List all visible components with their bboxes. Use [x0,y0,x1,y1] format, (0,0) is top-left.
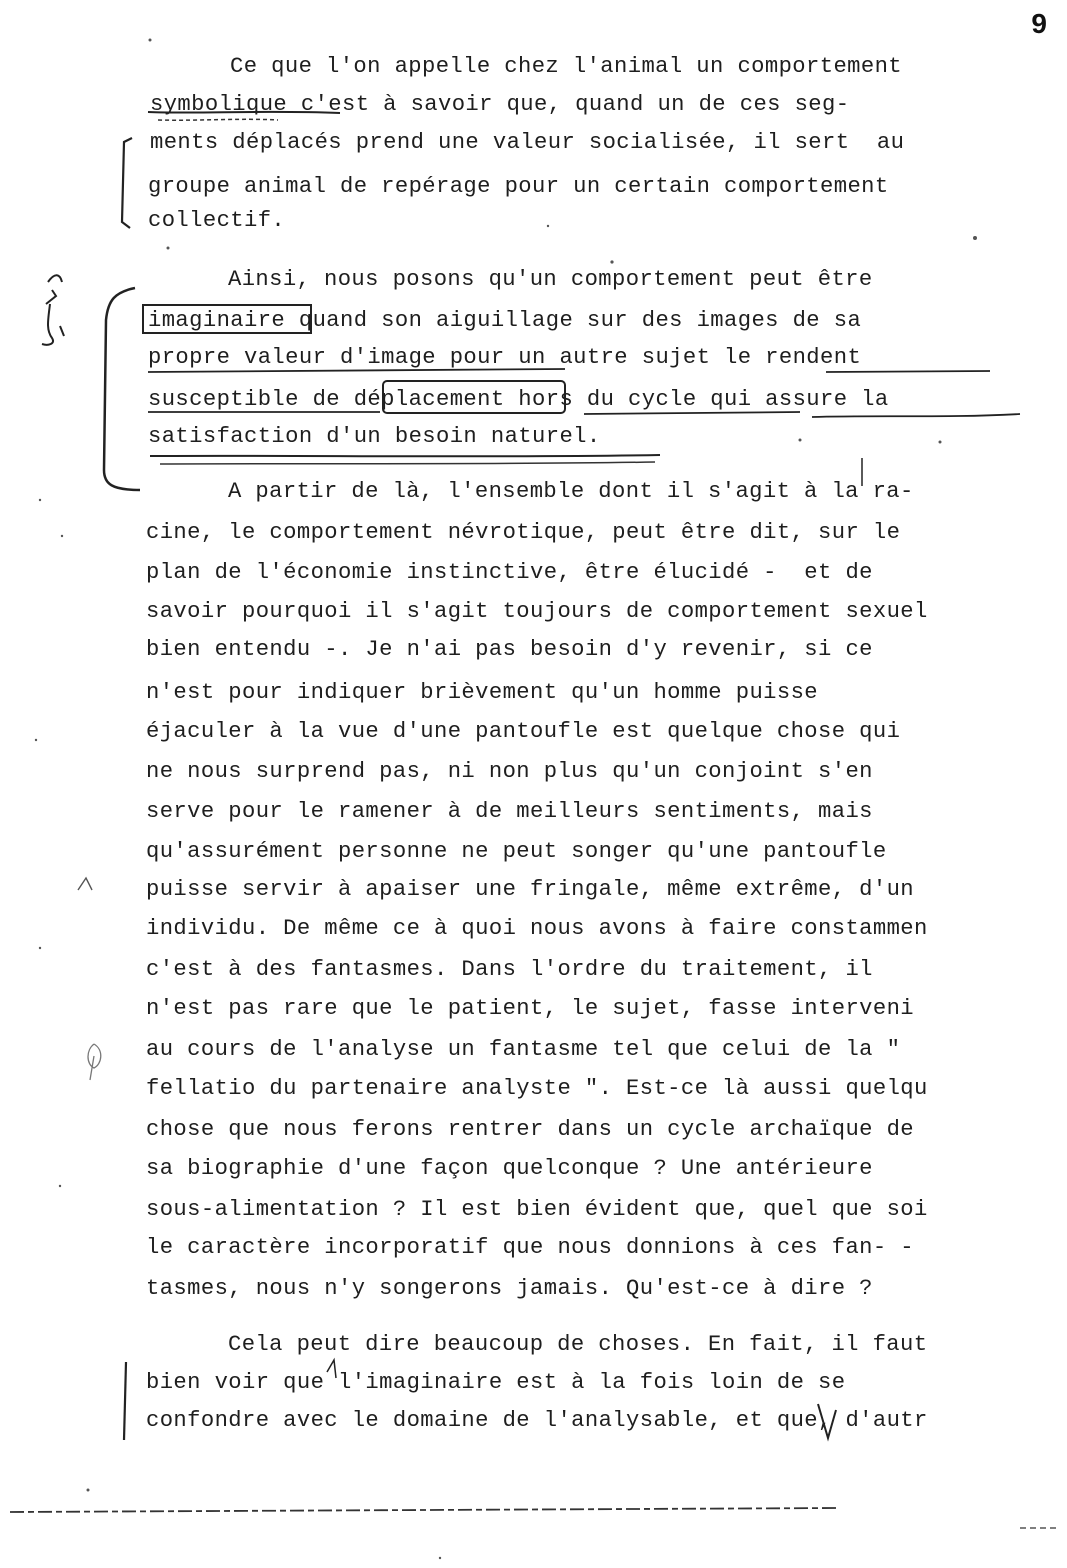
page-number: 9 [1031,8,1047,39]
text-line: bien entendu -. Je n'ai pas besoin d'y revenir, si ce [146,637,873,662]
text-line: A partir de là, l'ensemble dont il s'agit à la ra- [228,479,914,504]
text-line: confondre avec le domaine de l'analysable, et que, d'autr [146,1408,928,1433]
margin-bracket [104,288,140,490]
text-line: satisfaction d'un besoin naturel. [148,424,601,449]
text-line: imaginaire quand son aiguillage sur des images de sa [148,308,862,333]
underline-mark [160,462,655,464]
text-line: bien voir que l'imaginaire est à la fois loin de se [146,1370,846,1395]
underline-mark [150,455,660,456]
text-line: savoir pourquoi il s'agit toujours de comportement sexuel [146,599,928,624]
text-line: au cours de l'analyse un fantasme tel que celui de la " [146,1037,901,1062]
text-line: puisse servir à apaiser une fringale, même extrême, d'un [146,877,915,902]
text-line: tasmes, nous n'y songerons jamais. Qu'est-ce à dire ? [146,1276,873,1301]
text-line: sa biographie d'une façon quelconque ? Une antérieure [146,1156,873,1181]
text-line: n'est pas rare que le patient, le sujet, fasse interveni [146,996,915,1021]
text-line: qu'assurément personne ne peut songer qu'une pantoufle [146,839,887,864]
text-line: chose que nous ferons rentrer dans un cycle archaïque de [146,1117,915,1142]
text-line: Ainsi, nous posons qu'un comportement peut être [228,267,873,292]
text-line: le caractère incorporatif que nous donnions à ces fan- - [146,1235,915,1260]
text-line: plan de l'économie instinctive, être élucidé - et de [146,560,873,585]
text-line: serve pour le ramener à de meilleurs sentiments, mais [146,799,873,824]
text-line: sous-alimentation ? Il est bien évident que, quel que soi [146,1197,928,1222]
text-line: susceptible de déplacement hors du cycle qui assure la [148,387,889,412]
text-line: n'est pour indiquer brièvement qu'un homme puisse [146,680,819,705]
text-line: Ce que l'on appelle chez l'animal un comportement [230,54,903,79]
margin-bracket [124,1362,126,1440]
text-line: Cela peut dire beaucoup de choses. En fait, il faut [228,1332,928,1357]
text-line: ments déplacés prend une valeur socialisée, il sert au [150,130,905,155]
text-line: individu. De même ce à quoi nous avons à faire constammen [146,916,928,941]
text-line: ne nous surprend pas, ni non plus qu'un conjoint s'en [146,759,873,784]
text-line: cine, le comportement névrotique, peut être dit, sur le [146,520,901,545]
text-line: propre valeur d'image pour un autre sujet le rendent [148,345,862,370]
text-line: c'est à des fantasmes. Dans l'ordre du traitement, il [146,957,873,982]
margin-bracket [122,138,132,228]
footer-rule [10,1508,840,1512]
margin-mark [88,1044,101,1080]
margin-mark [42,275,64,345]
text-line: collectif. [148,208,286,233]
text-line: groupe animal de repérage pour un certain comportement [148,174,889,199]
text-line: symbolique c'est à savoir que, quand un de ces seg- [150,92,850,117]
text-line: fellatio du partenaire analyste ". Est-ce là aussi quelqu [146,1076,928,1101]
margin-mark [78,878,92,890]
text-line: éjaculer à la vue d'une pantoufle est quelque chose qui [146,719,901,744]
